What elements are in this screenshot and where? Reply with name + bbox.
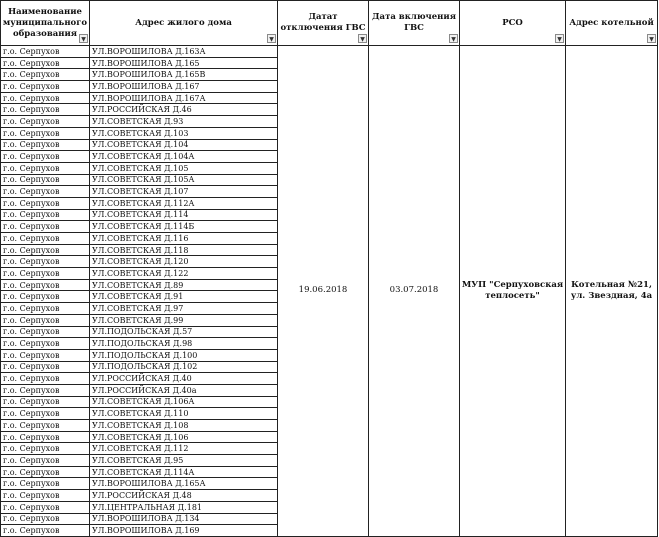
dropdown-arrow-icon[interactable]: ▼	[358, 34, 367, 43]
address-cell[interactable]: УЛ.СОВЕТСКАЯ Д.118	[90, 244, 278, 256]
municipality-cell[interactable]: г.о. Серпухов	[1, 455, 90, 467]
address-cell[interactable]: УЛ.СОВЕТСКАЯ Д.114Б	[90, 221, 278, 233]
municipality-cell[interactable]: г.о. Серпухов	[1, 443, 90, 455]
address-cell[interactable]: УЛ.ВОРОШИЛОВА Д.167А	[90, 92, 278, 104]
address-cell[interactable]: УЛ.ЦЕНТРАЛЬНАЯ Д.181	[90, 501, 278, 513]
municipality-cell[interactable]: г.о. Серпухов	[1, 81, 90, 93]
municipality-cell[interactable]: г.о. Серпухов	[1, 127, 90, 139]
header-rso-label: РСО	[502, 17, 523, 28]
header-row	[1, 1, 658, 46]
municipality-cell[interactable]: г.о. Серпухов	[1, 209, 90, 221]
address-cell[interactable]: УЛ.ПОДОЛЬСКАЯ Д.100	[90, 349, 278, 361]
municipality-cell[interactable]: г.о. Серпухов	[1, 408, 90, 420]
municipality-cell[interactable]: г.о. Серпухов	[1, 490, 90, 502]
municipality-cell[interactable]: г.о. Серпухов	[1, 478, 90, 490]
address-cell[interactable]: УЛ.ПОДОЛЬСКАЯ Д.102	[90, 361, 278, 373]
header-on-date-label: Дата включения ГВС	[372, 12, 456, 33]
municipality-cell[interactable]: г.о. Серпухов	[1, 221, 90, 233]
address-cell[interactable]: УЛ.ВОРОШИЛОВА Д.165	[90, 57, 278, 69]
municipality-cell[interactable]: г.о. Серпухов	[1, 139, 90, 151]
dropdown-arrow-icon[interactable]: ▼	[555, 34, 564, 43]
address-cell[interactable]: УЛ.ВОРОШИЛОВА Д.165А	[90, 478, 278, 490]
municipality-cell[interactable]: г.о. Серпухов	[1, 186, 90, 198]
address-cell[interactable]: УЛ.СОВЕТСКАЯ Д.97	[90, 303, 278, 315]
municipality-cell[interactable]: г.о. Серпухов	[1, 431, 90, 443]
header-municipality-label: Наименование муниципального образования	[2, 6, 88, 39]
municipality-cell[interactable]: г.о. Серпухов	[1, 525, 90, 537]
address-cell[interactable]: УЛ.ВОРОШИЛОВА Д.134	[90, 513, 278, 525]
municipality-cell[interactable]: г.о. Серпухов	[1, 466, 90, 478]
address-cell[interactable]: УЛ.СОВЕТСКАЯ Д.114А	[90, 466, 278, 478]
municipality-cell[interactable]: г.о. Серпухов	[1, 361, 90, 373]
municipality-cell[interactable]: г.о. Серпухов	[1, 303, 90, 315]
municipality-cell[interactable]: г.о. Серпухов	[1, 162, 90, 174]
municipality-cell[interactable]: г.о. Серпухов	[1, 326, 90, 338]
header-on-date	[369, 1, 460, 46]
address-cell[interactable]: УЛ.РОССИЙСКАЯ Д.40а	[90, 384, 278, 396]
address-cell[interactable]: УЛ.СОВЕТСКАЯ Д.104	[90, 139, 278, 151]
municipality-cell[interactable]: г.о. Серпухов	[1, 92, 90, 104]
on-date-cell[interactable]: 03.07.2018	[369, 46, 460, 537]
address-cell[interactable]: УЛ.СОВЕТСКАЯ Д.106	[90, 431, 278, 443]
header-municipality	[1, 1, 90, 46]
address-cell[interactable]: УЛ.СОВЕТСКАЯ Д.112А	[90, 197, 278, 209]
municipality-cell[interactable]: г.о. Серпухов	[1, 349, 90, 361]
municipality-cell[interactable]: г.о. Серпухов	[1, 174, 90, 186]
address-cell[interactable]: УЛ.СОВЕТСКАЯ Д.91	[90, 291, 278, 303]
address-cell[interactable]: УЛ.РОССИЙСКАЯ Д.48	[90, 490, 278, 502]
municipality-cell[interactable]: г.о. Серпухов	[1, 46, 90, 58]
municipality-cell[interactable]: г.о. Серпухов	[1, 373, 90, 385]
address-cell[interactable]: УЛ.СОВЕТСКАЯ Д.120	[90, 256, 278, 268]
table-row	[1, 46, 658, 58]
address-cell[interactable]: УЛ.СОВЕТСКАЯ Д.108	[90, 420, 278, 432]
address-cell[interactable]: УЛ.СОВЕТСКАЯ Д.110	[90, 408, 278, 420]
header-boiler-label: Адрес котельной	[569, 17, 654, 28]
header-address-label: Адрес жилого дома	[135, 17, 232, 28]
municipality-cell[interactable]: г.о. Серпухов	[1, 69, 90, 81]
municipality-cell[interactable]: г.о. Серпухов	[1, 268, 90, 280]
address-cell[interactable]: УЛ.СОВЕТСКАЯ Д.103	[90, 127, 278, 139]
municipality-cell[interactable]: г.о. Серпухов	[1, 513, 90, 525]
address-cell[interactable]: УЛ.СОВЕТСКАЯ Д.114	[90, 209, 278, 221]
address-cell[interactable]: УЛ.ВОРОШИЛОВА Д.167	[90, 81, 278, 93]
address-cell[interactable]: УЛ.РОССИЙСКАЯ Д.46	[90, 104, 278, 116]
address-cell[interactable]: УЛ.СОВЕТСКАЯ Д.105А	[90, 174, 278, 186]
header-off-date-label: Датат отключения ГВС	[280, 12, 366, 33]
municipality-cell[interactable]: г.о. Серпухов	[1, 104, 90, 116]
address-cell[interactable]: УЛ.СОВЕТСКАЯ Д.99	[90, 314, 278, 326]
header-address	[90, 1, 278, 46]
address-cell[interactable]: УЛ.СОВЕТСКАЯ Д.116	[90, 233, 278, 245]
address-cell[interactable]: УЛ.РОССИЙСКАЯ Д.40	[90, 373, 278, 385]
address-cell[interactable]: УЛ.ПОДОЛЬСКАЯ Д.98	[90, 338, 278, 350]
table-body	[1, 46, 658, 537]
municipality-cell[interactable]: г.о. Серпухов	[1, 279, 90, 291]
address-cell[interactable]: УЛ.ВОРОШИЛОВА Д.163А	[90, 46, 278, 58]
address-cell[interactable]: УЛ.СОВЕТСКАЯ Д.112	[90, 443, 278, 455]
address-cell[interactable]: УЛ.СОВЕТСКАЯ Д.93	[90, 116, 278, 128]
dropdown-arrow-icon[interactable]: ▼	[647, 34, 656, 43]
address-cell[interactable]: УЛ.СОВЕТСКАЯ Д.95	[90, 455, 278, 467]
address-cell[interactable]: УЛ.СОВЕТСКАЯ Д.105	[90, 162, 278, 174]
header-boiler	[566, 1, 658, 46]
address-cell[interactable]: УЛ.ВОРОШИЛОВА Д.169	[90, 525, 278, 537]
municipality-cell[interactable]: г.о. Серпухов	[1, 338, 90, 350]
municipality-cell[interactable]: г.о. Серпухов	[1, 501, 90, 513]
dropdown-arrow-icon[interactable]: ▼	[79, 34, 88, 43]
address-cell[interactable]: УЛ.ПОДОЛЬСКАЯ Д.57	[90, 326, 278, 338]
boiler-cell[interactable]: Котельная №21, ул. Звездная, 4а	[566, 46, 658, 537]
municipality-cell[interactable]: г.о. Серпухов	[1, 197, 90, 209]
municipality-cell[interactable]: г.о. Серпухов	[1, 256, 90, 268]
address-cell[interactable]: УЛ.СОВЕТСКАЯ Д.106А	[90, 396, 278, 408]
address-cell[interactable]: УЛ.СОВЕТСКАЯ Д.107	[90, 186, 278, 198]
address-cell[interactable]: УЛ.ВОРОШИЛОВА Д.165В	[90, 69, 278, 81]
municipality-cell[interactable]: г.о. Серпухов	[1, 384, 90, 396]
municipality-cell[interactable]: г.о. Серпухов	[1, 420, 90, 432]
address-cell[interactable]: УЛ.СОВЕТСКАЯ Д.104А	[90, 151, 278, 163]
municipality-cell[interactable]: г.о. Серпухов	[1, 116, 90, 128]
municipality-cell[interactable]: г.о. Серпухов	[1, 314, 90, 326]
off-date-cell[interactable]: 19.06.2018	[278, 46, 369, 537]
address-cell[interactable]: УЛ.СОВЕТСКАЯ Д.89	[90, 279, 278, 291]
header-rso	[460, 1, 566, 46]
municipality-cell[interactable]: г.о. Серпухов	[1, 244, 90, 256]
address-cell[interactable]: УЛ.СОВЕТСКАЯ Д.122	[90, 268, 278, 280]
dropdown-arrow-icon[interactable]: ▼	[267, 34, 276, 43]
municipality-cell[interactable]: г.о. Серпухов	[1, 151, 90, 163]
municipality-cell[interactable]: г.о. Серпухов	[1, 233, 90, 245]
rso-cell[interactable]: МУП "Серпуховская теплосеть"	[460, 46, 566, 537]
dropdown-arrow-icon[interactable]: ▼	[449, 34, 458, 43]
municipality-cell[interactable]: г.о. Серпухов	[1, 57, 90, 69]
municipality-cell[interactable]: г.о. Серпухов	[1, 396, 90, 408]
header-off-date	[278, 1, 369, 46]
municipality-cell[interactable]: г.о. Серпухов	[1, 291, 90, 303]
